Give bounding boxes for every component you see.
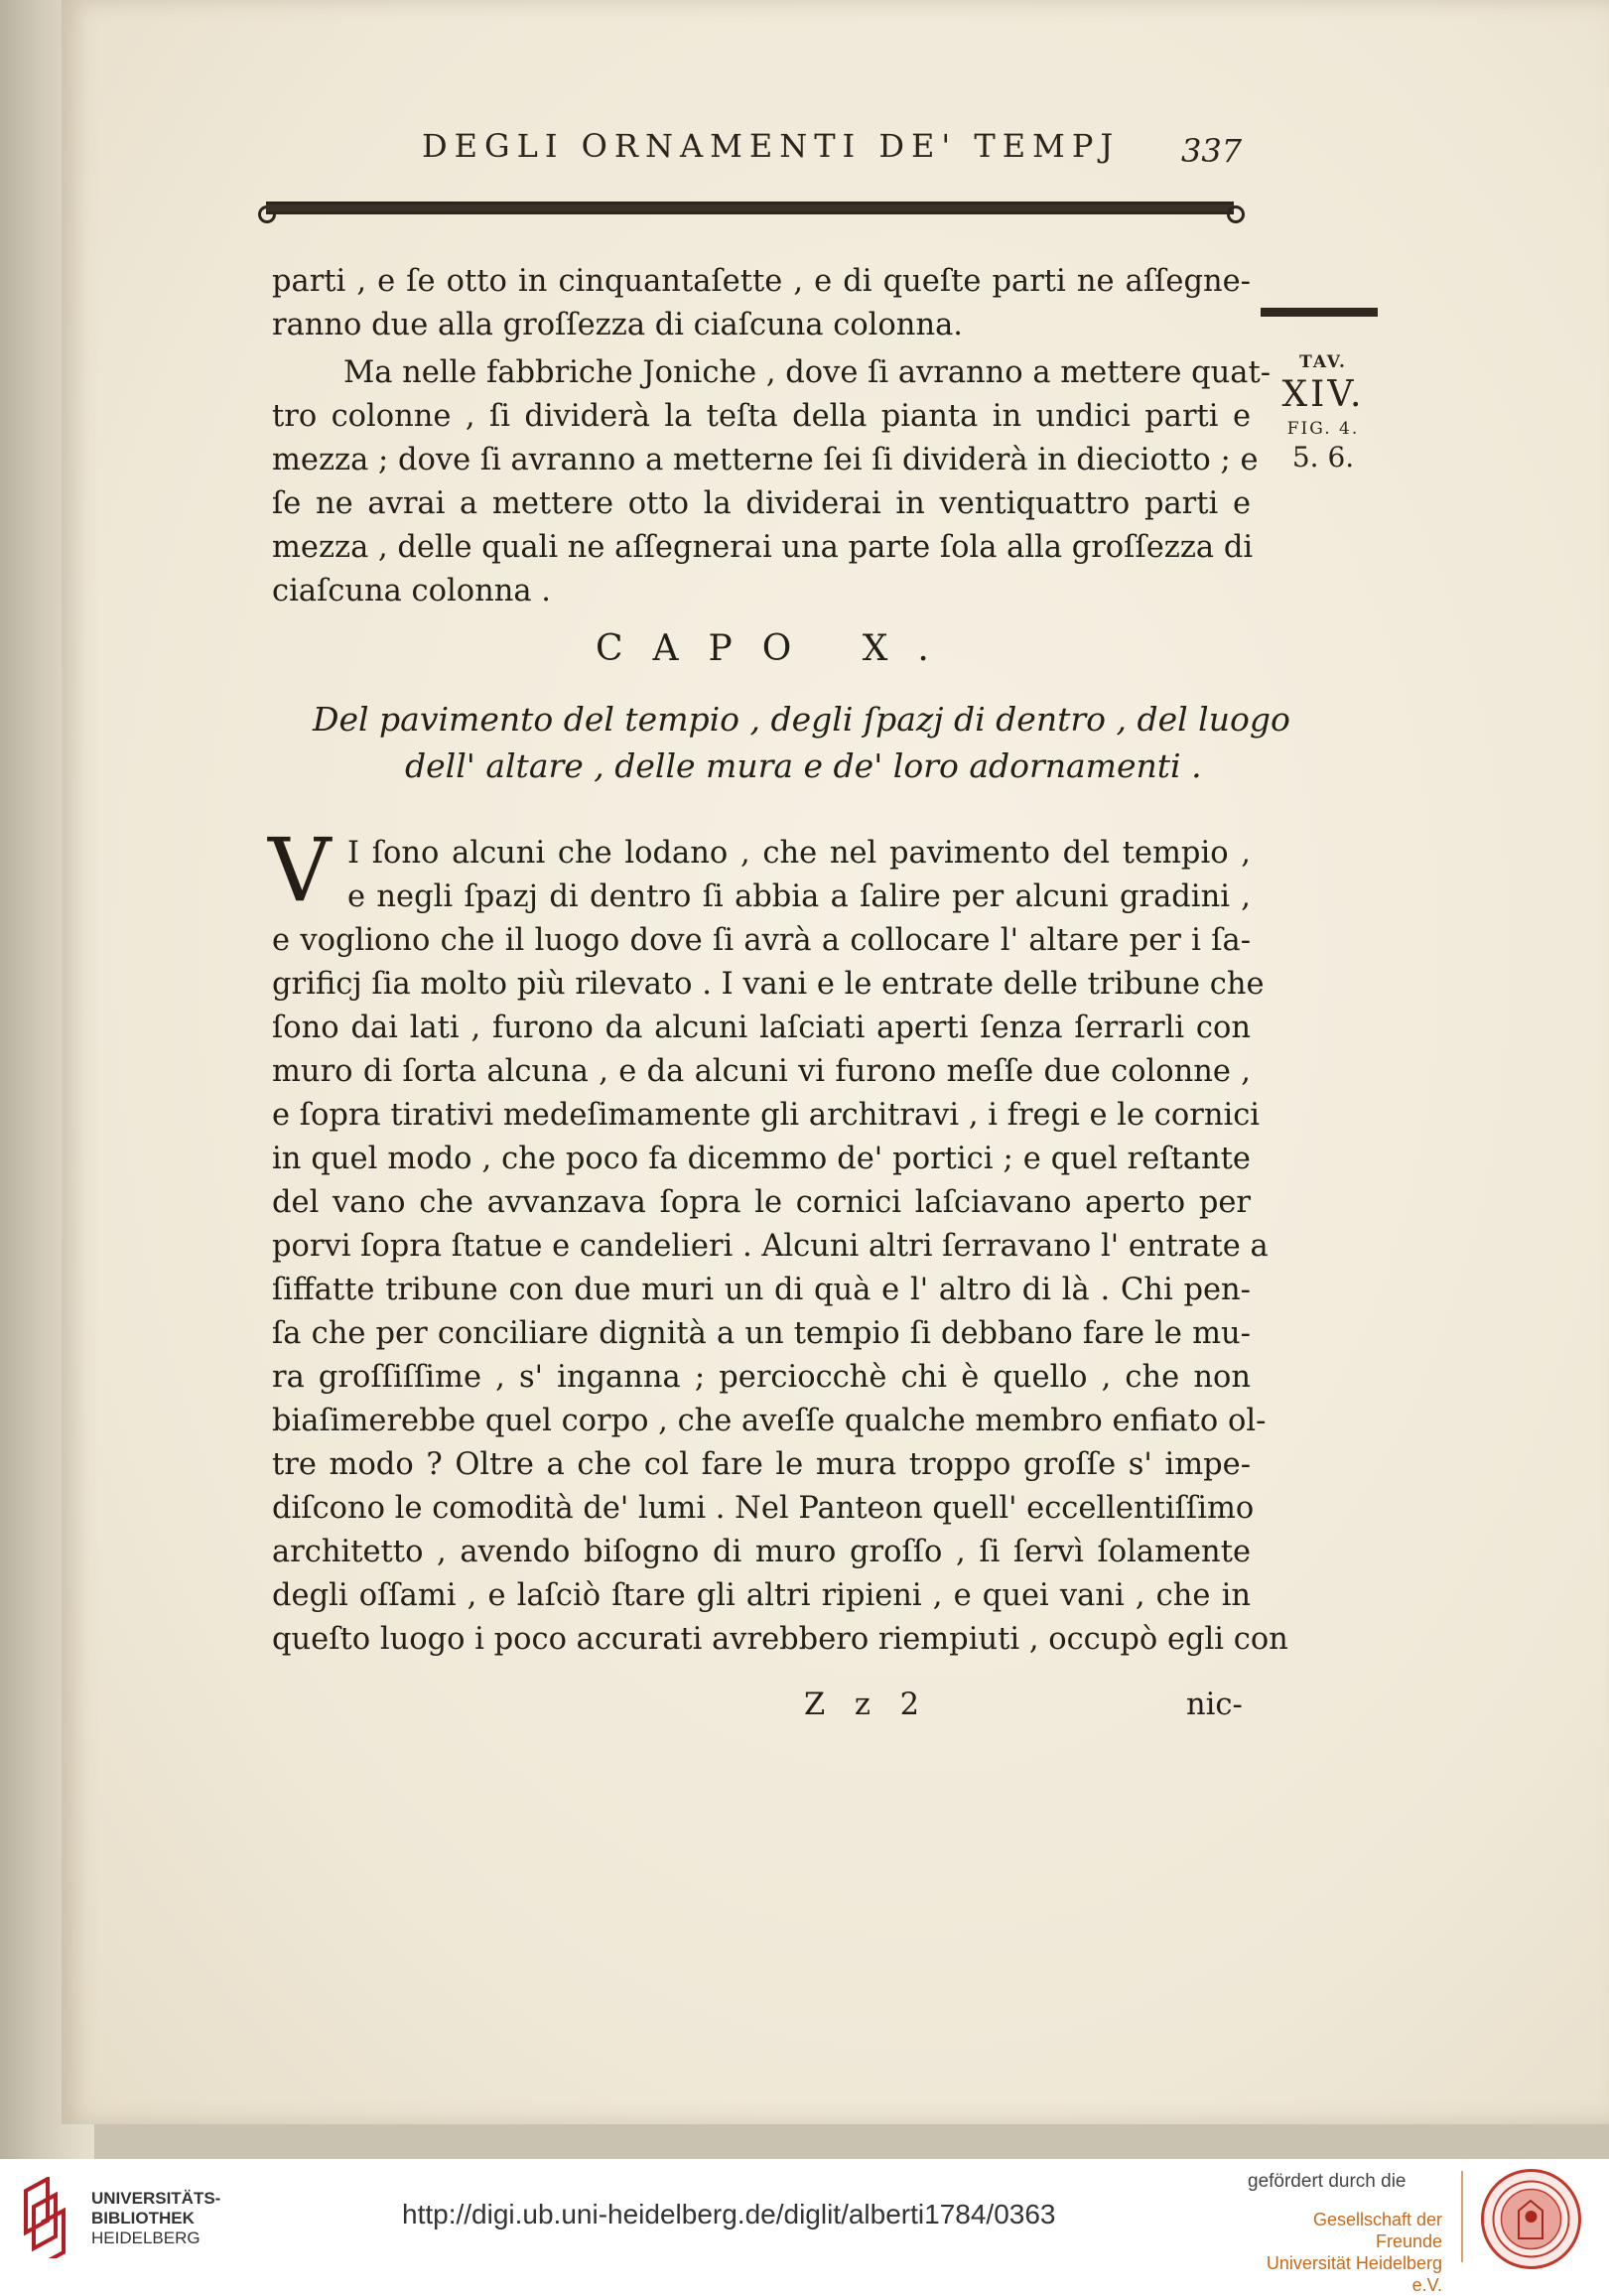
text-line: parti , e ſe otto in cinquantaſette , e di queſte parti ne aſſegne- [272,264,1251,299]
text-line: e ſopra tirativi medeſimamente gli architravi , i fregi e le cornici [272,1098,1261,1133]
text-line: ra groſſiſſime , s' inganna ; perciocchè chi è quello , che non [272,1360,1251,1395]
margin-note-fig: FIG. 4. [1286,419,1360,439]
text-line: ſono dai lati , furono da alcuni laſciati aperti ſenza ſerrarli con [272,1011,1251,1045]
margin-note-plate-reference [1269,352,1378,473]
sponsor-line: Universität Heidelberg e.V. [1266,2253,1442,2295]
text-line: ſiffatte tribune con due muri un di quà e l' altro di là . Chi pen- [272,1273,1251,1307]
text-line: porvi ſopra ſtatue e candelieri . Alcuni altri ſerravano l' entrate a [272,1229,1269,1264]
running-head: DEGLI ORNAMENTI DE' TEMPJ [422,127,1121,165]
catchword: nic- [1186,1688,1243,1722]
header-rule [266,202,1234,214]
library-name-line: UNIVERSITÄTS- [91,2189,221,2208]
sponsor-name [1254,2209,1442,2296]
text-line: in quel modo , che poco fa dicemmo de' portici ; e quel reſtante [272,1142,1251,1176]
text-line: ciaſcuna colonna . [272,574,551,608]
text-line: biaſimerebbe quel corpo , che aveſſe qualche membro enfiato ol- [272,1404,1267,1438]
text-line: I ſono alcuni che lodano , che nel pavimento del tempio , [347,836,1251,871]
chapter-subtitle-line-1: Del pavimento del tempio , degli ſpazj di dentro , del luogo [313,700,1290,739]
margin-rule [1261,308,1378,317]
text-line: ſa che per conciliare dignità a un tempio ſi debbano fare le mu- [272,1316,1251,1351]
text-line: tro colonne , ſi dividerà la teſta della pianta in undici parti e [272,399,1251,434]
text-line: degli oſſami , e laſciò ſtare gli altri ripieni , e quei vani , che in [272,1578,1251,1613]
text-line: grificj ſia molto più rilevato . I vani e le entrate delle tribune che [272,967,1265,1002]
margin-note-fig-numbers: 5. 6. [1291,441,1355,473]
page-number: 337 [1181,132,1243,170]
text-line: architetto , avendo biſogno di muro groſſo , ſi ſervì ſolamente [272,1535,1251,1569]
text-line: muro di ſorta alcuna , e da alcuni vi furono meſſe due colonne , [272,1054,1251,1089]
university-library-logo-icon [18,2177,79,2258]
permalink-url[interactable]: http://digi.ub.uni-heidelberg.de/diglit/alberti1784/0363 [402,2199,1056,2229]
chapter-subtitle-line-2: dell' altare , delle mura e de' loro adornamenti . [405,746,1202,785]
university-seal-icon [1479,2167,1583,2271]
text-line: Ma nelle fabbriche Joniche , dove ſi avranno a mettere quat- [343,355,1272,390]
text-line: ſe ne avrai a mettere otto la dividerai in ventiquattro parti e [272,486,1251,521]
text-line: tre modo ? Oltre a che col fare le mura troppo groſſe s' impe- [272,1447,1251,1482]
text-line: del vano che avvanzava ſopra le cornici laſciavano aperto per [272,1185,1251,1220]
sponsor-line: Gesellschaft der Freunde [1312,2210,1442,2251]
viewer-footer [0,2159,1609,2295]
header-rule-end-right [1227,205,1245,223]
text-line: diſcono le comodità de' lumi . Nel Panteon quell' eccellentiſſimo [272,1491,1255,1526]
text-line: e vogliono che il luogo dove ſi avrà a collocare l' altare per i ſa- [272,923,1251,958]
sponsor-divider [1461,2171,1463,2262]
library-name-line: BIBLIOTHEK [91,2209,195,2228]
margin-note-plate: XIV. [1281,374,1365,415]
drop-cap: V [268,819,332,921]
text-line: mezza , delle quali ne aſſegnerai una parte ſola alla groſſezza di [272,530,1254,565]
text-line: e negli ſpazj di dentro ſi abbia a ſalire per alcuni gradini , [347,879,1251,914]
university-library-name [91,2189,220,2248]
text-line: ranno due alla groſſezza di ciaſcuna colonna. [272,308,963,342]
margin-note-tav: TAV. [1299,352,1347,372]
signature-mark: Z z 2 [804,1688,930,1722]
library-name-line: HEIDELBERG [91,2228,201,2247]
text-line: queſto luogo i poco accurati avrebbero riempiuti , occupò egli con [272,1622,1288,1657]
funded-by-label: gefördert durch die [1248,2171,1407,2192]
chapter-title: CAPO X. [596,628,959,669]
text-line: mezza ; dove ſi avranno a metterne ſei ſi dividerà in dieciotto ; e [272,443,1259,477]
